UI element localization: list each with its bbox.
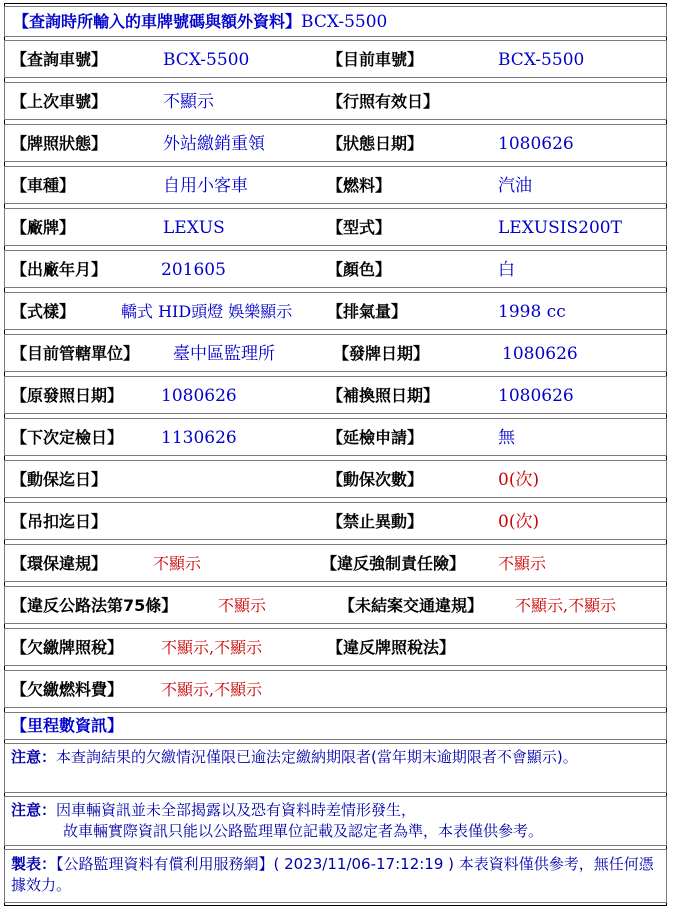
label-plate-status: 【牌照狀態】 [11,134,108,153]
row-previous-plate [4,82,667,120]
value-current-plate: BCX-5500 [498,50,585,70]
row-vehicle-type [4,166,667,204]
label-current-plate: 【目前車號】 [327,50,424,69]
value-fuel-fee-arrears: 不顯示,不顯示 [161,680,263,699]
note-2-line-2: 故車輛實際資訊只能以公路監理單位記載及認定者為準，本表僅供參考。 [63,822,544,840]
label-environmental-violation: 【環保違規】 [11,554,108,573]
value-original-license-date: 1080626 [161,386,237,406]
label-jurisdiction: 【目前管轄單位】 [11,344,140,363]
label-insurance-violation: 【違反強制責任險】 [321,554,466,573]
label-previous-plate: 【上次車號】 [11,92,108,111]
note-row-1 [4,743,667,793]
note-3-text: 【公路監理資料有償利用服務網】( 2023/11/06-17:12:19 ) 本表資料僅供參考，無任何憑據效力。 [11,855,654,894]
label-fuel: 【燃料】 [327,176,392,195]
value-license-tax-arrears: 不顯示,不顯示 [161,638,263,657]
note-2-line-1: 因車輛資訊並未全部揭露以及恐有資料時差情形發生， [56,801,417,819]
row-plate-status [4,124,667,162]
note-3 [11,854,660,896]
value-color: 白 [498,260,515,280]
row-fuel-fee-arrears [4,670,667,708]
value-style: 轎式 HID頭燈 娛樂顯示 [121,302,293,321]
row-jurisdiction [4,334,667,372]
note-3-label: 製表： [11,855,57,873]
row-original-license-date [4,376,667,414]
label-next-inspection: 【下次定檢日】 [11,428,124,447]
title-label: 【查詢時所輸入的車牌號碼與額外資料】 [13,12,302,31]
value-lien-count: 0(次) [498,470,540,490]
value-query-plate: BCX-5500 [163,50,250,70]
page-title [13,12,387,32]
value-transfer-ban: 0(次) [498,512,540,532]
note-2 [11,800,660,842]
label-reissue-date: 【補換照日期】 [327,386,440,405]
row-style [4,292,667,330]
note-row-2 [4,796,667,846]
label-suspension-end-date: 【吊扣迄日】 [11,512,108,531]
mileage-row [4,712,667,740]
header-row [4,6,667,37]
note-1-label: 注意： [11,748,57,766]
note-1 [11,747,660,768]
note-2-label: 注意： [11,801,57,819]
value-brand: LEXUS [163,218,225,238]
value-plate-status: 外站繳銷重領 [163,134,265,154]
label-license-tax-law-violation: 【違反牌照稅法】 [327,638,456,657]
label-lien-count: 【動保次數】 [327,470,424,489]
row-next-inspection [4,418,667,456]
value-manufacture-date: 201605 [161,260,226,280]
label-manufacture-date: 【出廠年月】 [11,260,108,279]
value-status-date: 1080626 [498,134,574,154]
label-brand: 【廠牌】 [11,218,76,237]
label-license-valid-date: 【行照有效日】 [327,92,440,111]
note-row-3 [4,849,667,903]
value-model: LEXUSIS200T [498,218,622,238]
value-insurance-violation: 不顯示 [498,554,547,573]
value-environmental-violation: 不顯示 [153,554,202,573]
label-fuel-fee-arrears: 【欠繳燃料費】 [11,680,124,699]
row-brand [4,208,667,246]
label-status-date: 【狀態日期】 [327,134,424,153]
row-license-tax-arrears [4,628,667,666]
value-fuel: 汽油 [498,176,532,196]
value-displacement: 1998 cc [498,302,566,322]
row-highway-law-violation [4,586,667,624]
value-jurisdiction: 臺中區監理所 [173,344,275,364]
row-environmental-violation [4,544,667,582]
label-unsettled-traffic-violation: 【未結案交通違規】 [339,596,484,615]
label-model: 【型式】 [327,218,392,237]
row-suspension-end-date [4,502,667,540]
label-highway-law-violation: 【違反公路法第75條】 [11,596,178,615]
row-lien-end-date [4,460,667,498]
label-original-license-date: 【原發照日期】 [11,386,124,405]
label-lien-end-date: 【動保迄日】 [11,470,108,489]
value-issue-date: 1080626 [502,344,578,364]
value-unsettled-traffic-violation: 不顯示,不顯示 [515,596,617,615]
title-plate: BCX-5500 [301,12,388,32]
note-1-text: 本查詢結果的欠繳情況僅限已逾法定繳納期限者(當年期末逾期限者不會顯示)。 [56,748,578,766]
row-manufacture-date [4,250,667,288]
value-reissue-date: 1080626 [498,386,574,406]
label-issue-date: 【發牌日期】 [333,344,430,363]
value-previous-plate: 不顯示 [163,92,214,112]
label-displacement: 【排氣量】 [327,302,408,321]
value-next-inspection: 1130626 [161,428,237,448]
row-plate-number [4,40,667,78]
value-highway-law-violation: 不顯示 [218,596,267,615]
mileage-label: 【里程數資訊】 [11,716,124,735]
value-vehicle-type: 自用小客車 [163,176,248,196]
label-query-plate: 【查詢車號】 [11,50,108,69]
label-style: 【式樣】 [11,302,76,321]
label-license-tax-arrears: 【欠繳牌照稅】 [11,638,124,657]
label-vehicle-type: 【車種】 [11,176,76,195]
label-color: 【顏色】 [327,260,392,279]
label-transfer-ban: 【禁止異動】 [327,512,424,531]
value-inspection-extension: 無 [498,428,515,448]
label-inspection-extension: 【延檢申請】 [327,428,424,447]
